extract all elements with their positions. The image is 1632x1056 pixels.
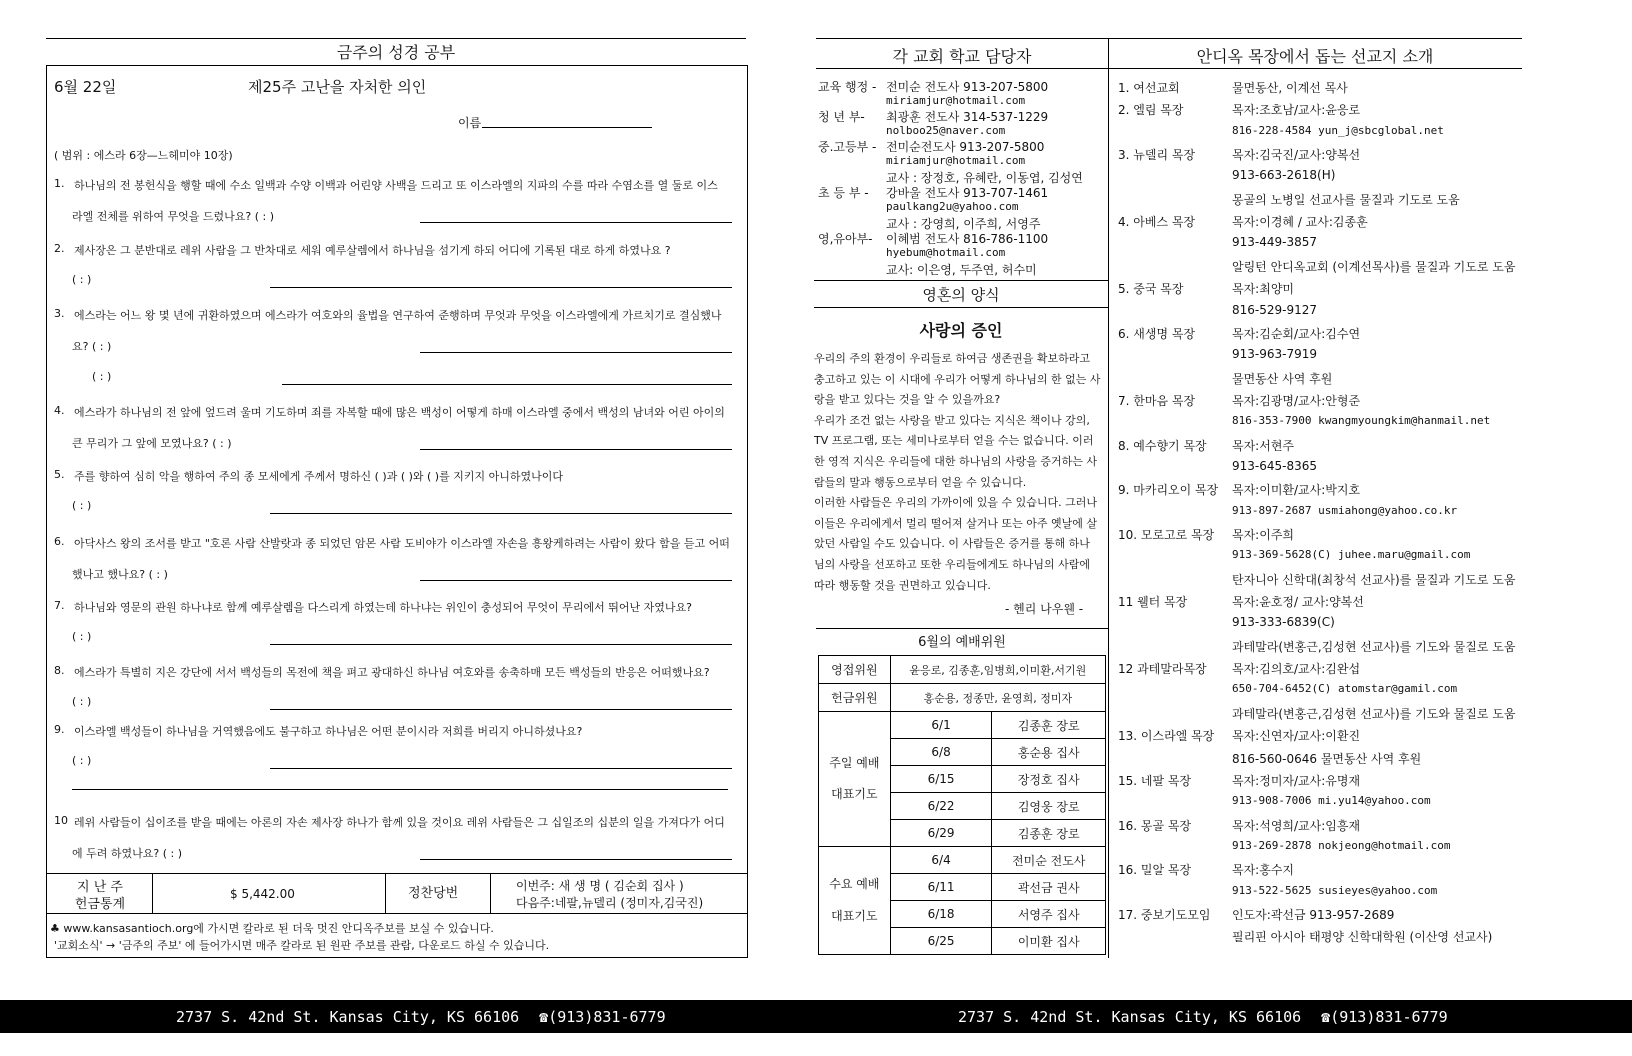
choir-this-week: 이번주: 새 생 명 ( 김순회 집사 ): [516, 879, 684, 893]
question-answer-line: ( : ): [72, 499, 92, 512]
answer-blank[interactable]: [420, 449, 732, 450]
mission-detail: 목자:최양미: [1232, 282, 1295, 297]
staff-line: 전미순전도사 913-207-5800: [886, 140, 1045, 154]
mission-group: 1. 여선교회: [1118, 81, 1180, 95]
staff-email[interactable]: miriamjur@hotmail.com: [886, 153, 1026, 167]
mission-detail: 과테말라(변홍근,김성현 선교사)를 기도와 물질로 도움: [1232, 706, 1516, 721]
worship-row: [819, 712, 1106, 739]
question-answer-line: ( : ): [72, 630, 92, 643]
left-top-rule: [46, 38, 746, 39]
soul-line: 이들은 우리에게서 멀리 떨어져 살거나 또는 아주 옛날에 살: [814, 516, 1097, 530]
middle-right-divider: [1108, 38, 1109, 958]
mission-contact[interactable]: 913-269-2878 nokjeong@hotmail.com: [1232, 838, 1451, 852]
soul-line: 았던 사람일 수도 있습니다. 이 사람들은 증거를 통해 하나: [814, 537, 1090, 551]
staff-email[interactable]: nolboo25@naver.com: [886, 123, 1006, 137]
mission-detail: 물면동산, 이계선 목사: [1232, 81, 1348, 95]
worship-name: 곽선금 권사: [992, 874, 1106, 901]
study-range: ( 범위 : 에스라 6장—느헤미야 10장): [54, 149, 233, 162]
mission-detail: 물면동산 사역 후원: [1232, 371, 1333, 386]
worship-name: 장정호 집사: [992, 766, 1106, 793]
worship-top-rule: [816, 628, 1108, 629]
soul-line: 랑을 받고 있다는 것을 알 수 있을까요?: [814, 393, 1001, 407]
offering-divider-2: [385, 873, 386, 913]
mission-contact[interactable]: 816-228-4584 yun_j@sbcglobal.net: [1232, 123, 1444, 137]
offering-label-2: 헌금통계: [74, 897, 126, 912]
worship-date: 6/15: [890, 766, 992, 793]
offering-divider-1: [152, 873, 153, 913]
answer-blank-2[interactable]: [282, 384, 732, 385]
answer-blank[interactable]: [420, 580, 732, 581]
mission-group: 5. 중국 목장: [1118, 282, 1184, 297]
mission-group: 2. 엘림 목장: [1118, 103, 1184, 118]
mission-detail: 913-663-2618(H): [1232, 168, 1336, 183]
mission-detail: 목자:김의호/교사:김완섭: [1232, 662, 1361, 677]
question-number: 7.: [54, 599, 65, 612]
worship-name: 김영웅 장로: [992, 793, 1106, 820]
staff-dept: 중.고등부 -: [818, 140, 877, 154]
question-text: 이스라엘 백성들이 하나님을 거역했음에도 불구하고 하나님은 어떤 분이시라 저희를 버리지 아니하셨나요?: [74, 725, 583, 738]
mission-detail: 목자:김순회/교사:김수연: [1232, 326, 1361, 341]
soul-line: 이러한 사람들은 우리의 가까이에 있을 수 있습니다. 그러나: [814, 496, 1097, 510]
mission-contact[interactable]: 650-704-6452(C) atomstar@gamil.com: [1232, 682, 1458, 696]
mission-detail: 목자:이경혜 / 교사:김종훈: [1232, 215, 1368, 230]
question-answer-line: 요? ( : ): [72, 340, 112, 353]
footer-address-right: 2737 S. 42nd St. Kansas City, KS 66106: [958, 1007, 1302, 1026]
mission-detail: 816-560-0646 물면동산 사역 후원: [1232, 751, 1422, 766]
staff-line: 교사 : 장정호, 유혜란, 이동엽, 김성연: [886, 171, 1083, 185]
mission-group: 16. 밀알 목장: [1118, 863, 1192, 878]
question-answer-line: 큰 무리가 그 앞에 모였나요? ( : ): [72, 437, 232, 450]
soul-line: TV 프로그램, 또는 세미나로부터 얻을 수는 없습니다. 이러: [814, 434, 1094, 448]
worship-date: 6/18: [890, 901, 992, 928]
mission-detail: 913-449-3857: [1232, 235, 1318, 250]
mission-detail: 인도자:곽선금 913-957-2689: [1232, 907, 1395, 922]
worship-date: 6/4: [890, 847, 992, 874]
mission-detail: 목자:이주희: [1232, 528, 1295, 542]
soul-top-rule: [814, 280, 1108, 281]
question-number: 4.: [54, 404, 65, 417]
mission-detail: 과테말라(변홍근,김성현 선교사)를 기도와 물질로 도움: [1232, 639, 1516, 654]
question-answer-line: 에 두려 하였나요? ( : ): [72, 847, 182, 860]
worship-label-2: 대표기도: [831, 787, 878, 801]
question-number: 1.: [54, 177, 65, 190]
worship-name: 김종훈 장로: [992, 820, 1106, 847]
offering-members: 홍순용, 정종만, 윤영희, 정미자: [890, 684, 1105, 712]
mission-group: 13. 이스라엘 목장: [1118, 729, 1215, 744]
mission-group: 17. 중보기도모임: [1118, 907, 1211, 922]
right-top-rule: [816, 38, 1522, 39]
right-footer: [818, 1000, 1632, 1033]
staff-line: 강바울 전도사 913-707-1461: [886, 186, 1049, 200]
school-staff-header: 각 교회 학교 담당자: [892, 47, 1032, 66]
mission-detail: 목자:신연자/교사:이환진: [1232, 729, 1361, 744]
question-text: 하나님와 영문의 관원 하나냐로 함께 예루살렘을 다스리게 하였는데 하나냐는 위인이 충성되어 무엇이 무리에서 뛰어난 자였나요?: [74, 601, 692, 614]
question-number: 8.: [54, 664, 65, 677]
mission-detail: 목자:윤호정/ 교사:양복선: [1232, 595, 1364, 610]
mission-contact[interactable]: 913-897-2687 usmiahong@yahoo.co.kr: [1232, 503, 1458, 517]
staff-line: 이혜범 전도사 816-786-1100: [886, 232, 1049, 246]
offering-bottom-rule: [46, 913, 748, 914]
answer-blank-extra[interactable]: [72, 789, 728, 790]
choir-next-week: 다음주:네팔,뉴델리 (정미자,김국진): [516, 896, 704, 910]
soul-line: 우리가 조건 없는 사랑을 받고 있다는 지식은 책이나 강의,: [814, 413, 1090, 427]
soul-line: 님의 사랑을 선포하고 또한 우리들에게도 하나님의 사람에: [814, 558, 1091, 571]
staff-email[interactable]: hyebum@hotmail.com: [886, 245, 1006, 259]
mission-detail: 탄자니아 신학대(최창석 선교사)를 물질과 기도로 도움: [1232, 572, 1516, 587]
worship-name: 김종훈 장로: [992, 712, 1106, 739]
website-notice: ♣ www.kansasantioch.org에 가시면 칼라로 된 더욱 멋진 안디옥주보를 보실 수 있습니다.: [50, 922, 494, 935]
answer-blank[interactable]: [420, 222, 732, 223]
question-number: 2.: [54, 242, 65, 255]
question-text: 레위 사람들이 십이조를 받을 때에는 아론의 자손 제사장 하나가 함께 있을 것이요 레위 사람들은 그 십일조의 십분의 일을 가져다가 어디: [74, 816, 725, 829]
worship-label-1: 주일 예배: [829, 755, 880, 770]
worship-date: 6/25: [890, 928, 992, 955]
soul-line: 한 영적 지식은 우리들에 대한 하나님의 사랑을 증거하는 사: [814, 455, 1097, 468]
mission-detail: 목자:서현주: [1232, 438, 1295, 453]
worship-row: [819, 847, 1106, 874]
worship-date: 6/8: [890, 739, 992, 766]
staff-line: 최광훈 전도사 314-537-1229: [886, 110, 1049, 124]
question-text: 에스라는 어느 왕 몇 년에 귀환하였으며 에스라가 여호와의 율법을 연구하여 준행하며 무엇과 무엇을 이스라엘에게 가르치기로 결심했나: [74, 309, 722, 322]
worship-date: 6/1: [890, 712, 992, 739]
mission-detail: 목자:조호남/교사:윤응로: [1232, 103, 1361, 118]
offering-row: [819, 684, 1106, 712]
mission-group: 7. 한마음 목장: [1118, 393, 1196, 408]
mission-contact[interactable]: 913-369-5628(C) juhee.maru@gmail.com: [1232, 548, 1471, 562]
staff-email[interactable]: miriamjur@hotmail.com: [886, 93, 1026, 107]
staff-dept: 영,유아부-: [818, 232, 873, 246]
worship-header: 6월의 예배위원: [918, 635, 1006, 650]
bible-study-header: 금주의 성경 공부: [336, 43, 456, 62]
left-footer: [0, 1000, 818, 1033]
name-label: 이름: [458, 116, 482, 130]
greeters-row: [819, 656, 1106, 684]
mission-group: 9. 마카리오이 목장: [1118, 483, 1219, 498]
soul-line: 충고하고 있는 이 시대에 우리가 어떻게 하나님의 한 없는 사: [814, 372, 1101, 386]
offering-label-1: 지 난 주: [77, 880, 123, 895]
answer-blank[interactable]: [270, 287, 732, 288]
offering-amount: $ 5,442.00: [230, 887, 295, 901]
soul-title: 사랑의 증인: [919, 321, 1003, 340]
footer-phone-right: ☎(913)831-6779: [1321, 1007, 1448, 1026]
question-answer-line: ( : ): [72, 754, 92, 767]
worship-date: 6/11: [890, 874, 992, 901]
question-answer-line: 라엘 전체를 위하여 무엇을 드렸나요? ( : ): [72, 210, 274, 223]
worship-label: [819, 847, 891, 955]
mission-detail: 816-529-9127: [1232, 302, 1318, 317]
offering-members-label: 헌금위원: [819, 684, 891, 712]
question-text: 에스라가 특별히 지은 강단에 서서 백성들의 목전에 책을 펴고 광대하신 하나님 여호와를 송축하매 모든 백성들의 반응은 어떠했나요?: [74, 666, 710, 679]
greeters-label: 영접위원: [819, 656, 891, 684]
question-text: 아닥사스 왕의 조서를 받고 "호론 사람 산발랏과 종 되었던 암몬 사람 도비야가 이스라엘 자손을 흥왕케하려는 사람이 왔다 함을 듣고 어떠: [74, 537, 730, 550]
lesson-title: 제25주 고난을 자처한 의인: [248, 78, 427, 96]
mission-group: 6. 새생명 목장: [1118, 326, 1196, 341]
question-text: 하나님의 전 봉헌식을 행할 때에 수소 일백과 수양 이백과 어린양 사백을 드리고 또 이스라엘의 지파의 수를 따라 수염소를 열 둘로 이스: [74, 179, 718, 192]
worship-label-1: 수요 예배: [829, 877, 880, 892]
question-answer-line: 했나고 했나요? ( : ): [72, 568, 168, 581]
mission-group: 12 과테말라목장: [1118, 662, 1207, 677]
mission-detail: 목자:김국진/교사:양복선: [1232, 148, 1361, 163]
question-answer-line-2: ( : ): [92, 370, 112, 383]
answer-blank[interactable]: [270, 644, 732, 645]
soul-line: 람들의 말과 행동으로부터 얻을 수 있습니다.: [814, 475, 1027, 489]
mission-detail: 알링턴 안디옥교회 (이계선목사)를 물질과 기도로 도움: [1232, 259, 1516, 274]
mission-contact[interactable]: 913-908-7006 mi.yu14@yahoo.com: [1232, 794, 1431, 808]
offering-divider-3: [490, 873, 491, 913]
worship-label: [819, 712, 891, 847]
lesson-date: 6월 22일: [54, 78, 117, 96]
staff-line: 교사: 이은영, 두주연, 허수미: [886, 263, 1037, 277]
soul-line: 따라 행동할 것을 권면하고 있습니다.: [814, 578, 991, 592]
answer-blank[interactable]: [420, 859, 732, 860]
mission-group: 11 웰터 목장: [1118, 595, 1188, 610]
question-answer-line: ( : ): [72, 695, 92, 708]
mission-group: 8. 예수향기 목장: [1118, 438, 1207, 453]
mission-header: 안디옥 목장에서 돕는 선교지 소개: [1196, 47, 1434, 66]
name-blank[interactable]: [482, 127, 652, 128]
soul-author: - 헨리 나우웬 -: [1005, 602, 1084, 616]
question-answer-line: ( : ): [72, 273, 92, 286]
mission-detail: 목자:홍수지: [1232, 863, 1295, 878]
worship-date: 6/22: [890, 793, 992, 820]
worship-name: 이미환 집사: [992, 928, 1106, 955]
worship-name: 홍순용 집사: [992, 739, 1106, 766]
mission-group: 4. 아베스 목장: [1118, 215, 1196, 230]
bulletin-notice: '교회소식' → '금주의 주보' 에 들어가시면 매주 칼라로 된 원판 주보를 관람, 다운로드 하실 수 있습니다.: [54, 939, 550, 952]
question-number: 6.: [54, 535, 65, 548]
question-text: 제사장은 그 분반대로 레위 사람을 그 반차대로 세워 예루살렘에서 하나님을 섬기게 하되 어디에 기록된 대로 하게 하였나요 ?: [74, 244, 671, 257]
soul-food-header: 영혼의 양식: [922, 286, 1000, 304]
mission-detail: 필리핀 아시아 태평양 신학대학원 (이산영 선교사): [1232, 930, 1493, 945]
choir-duty-label: 정찬당번: [408, 886, 459, 901]
mission-group: 15. 네팔 목장: [1118, 773, 1192, 788]
worship-name: 서영주 집사: [992, 901, 1106, 928]
staff-line: 전미순 전도사 913-207-5800: [886, 80, 1049, 94]
question-number: 3.: [54, 307, 65, 320]
staff-email[interactable]: paulkang2u@yahoo.com: [886, 199, 1019, 213]
worship-label-2: 대표기도: [831, 908, 878, 923]
staff-dept: 교육 행정 -: [818, 80, 877, 94]
question-text: 주를 향하여 심히 악을 행하여 주의 종 모세에게 주께서 명하신 ( )과 ( )와 ( )를 지키지 아니하였나이다: [74, 470, 563, 483]
mission-detail: 몽골의 노병일 선교사를 물질과 기도로 도움: [1232, 192, 1460, 207]
answer-blank[interactable]: [270, 768, 732, 769]
mission-group: 10. 모로고로 목장: [1118, 528, 1215, 542]
soul-line: 우리의 주의 환경이 우리들로 하여금 생존권을 확보하라고: [814, 352, 1091, 365]
soul-bottom-rule: [814, 307, 1108, 308]
question-number: 10: [54, 814, 68, 827]
answer-blank[interactable]: [270, 709, 732, 710]
mission-contact[interactable]: 816-353-7900 kwangmyoungkim@hanmail.net: [1232, 414, 1491, 428]
mission-detail: 913-333-6839(C): [1232, 615, 1335, 630]
mission-group: 3. 뉴델리 목장: [1118, 148, 1196, 163]
mission-group: 16. 몽골 목장: [1118, 818, 1192, 833]
footer-phone: ☎(913)831-6779: [539, 1007, 666, 1026]
mission-detail: 913-963-7919: [1232, 347, 1318, 362]
mission-detail: 목자:김광명/교사:안형준: [1232, 393, 1361, 408]
worship-table: [818, 655, 1106, 955]
staff-dept: 초 등 부 -: [818, 186, 869, 200]
greeters-names: 윤응로, 김종훈,임병희,이미환,서기원: [890, 656, 1105, 684]
footer-address: 2737 S. 42nd St. Kansas City, KS 66106: [176, 1007, 520, 1026]
worship-date: 6/29: [890, 820, 992, 847]
question-number: 9.: [54, 723, 65, 736]
question-number: 5.: [54, 468, 65, 481]
answer-blank[interactable]: [420, 352, 732, 353]
worship-name: 전미순 전도사: [992, 847, 1106, 874]
staff-dept: 청 년 부-: [818, 110, 865, 124]
answer-blank[interactable]: [270, 513, 732, 514]
mission-detail: 목자:석영희/교사:임흥재: [1232, 818, 1361, 833]
staff-line: 교사 : 강영희, 이주희, 서영주: [886, 217, 1041, 231]
mission-detail: 913-645-8365: [1232, 458, 1318, 473]
mission-contact[interactable]: 913-522-5625 susieyes@yahoo.com: [1232, 883, 1438, 897]
header-bottom-rule: [816, 68, 1522, 69]
mission-detail: 목자:정미자/교사:유명재: [1232, 773, 1361, 788]
mission-detail: 목자:이미환/교사:박지호: [1232, 483, 1361, 498]
question-text: 에스라가 하나님의 전 앞에 엎드려 울며 기도하며 죄를 자복할 때에 많은 백성이 어떻게 하매 이스라엘 중에서 백성의 남녀와 어린 아이의: [74, 406, 725, 419]
